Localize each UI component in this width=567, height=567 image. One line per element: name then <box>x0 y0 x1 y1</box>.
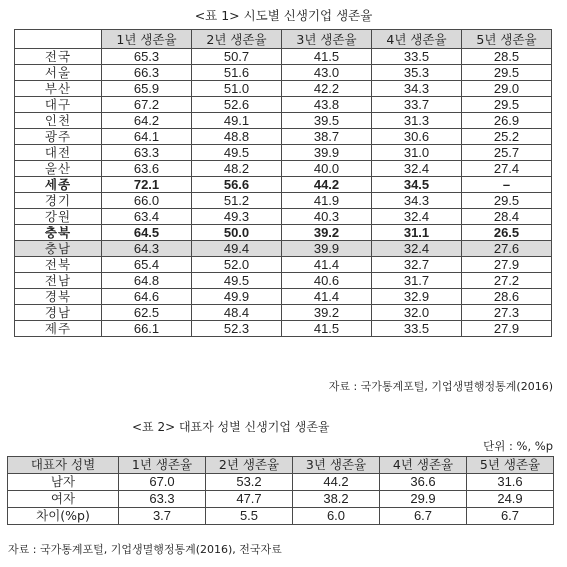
header-cell: 1년 생존율 <box>102 30 192 49</box>
value-cell: 72.1 <box>102 177 192 193</box>
value-cell: – <box>462 177 552 193</box>
value-cell: 52.0 <box>192 257 282 273</box>
region-cell: 울산 <box>15 161 102 177</box>
table1-title: <표 1> 시도별 신생기업 생존율 <box>194 8 373 23</box>
value-cell: 32.9 <box>372 289 462 305</box>
value-cell: 43.8 <box>282 97 372 113</box>
value-cell: 43.0 <box>282 65 372 81</box>
value-cell: 41.5 <box>282 321 372 337</box>
value-cell: 6.0 <box>293 508 380 525</box>
value-cell: 38.2 <box>293 491 380 508</box>
gender-survival-table <box>7 456 554 525</box>
table-row <box>15 193 552 209</box>
header-cell <box>15 30 102 49</box>
region-cell: 전국 <box>15 49 102 65</box>
header-cell: 3년 생존율 <box>293 457 380 474</box>
value-cell: 44.2 <box>282 177 372 193</box>
value-cell: 40.3 <box>282 209 372 225</box>
table-row <box>15 81 552 97</box>
value-cell: 29.9 <box>380 491 467 508</box>
value-cell: 41.9 <box>282 193 372 209</box>
region-cell: 전북 <box>15 257 102 273</box>
region-cell: 경북 <box>15 289 102 305</box>
regional-survival-table <box>14 29 552 337</box>
value-cell: 27.6 <box>462 241 552 257</box>
table2-title: <표 2> 대표자 성별 신생기업 생존율 <box>132 420 330 434</box>
gender-cell: 여자 <box>8 491 119 508</box>
value-cell: 64.8 <box>102 273 192 289</box>
table-row <box>8 474 554 491</box>
table-row <box>15 289 552 305</box>
value-cell: 39.9 <box>282 145 372 161</box>
value-cell: 27.9 <box>462 321 552 337</box>
table-row <box>15 257 552 273</box>
value-cell: 48.2 <box>192 161 282 177</box>
value-cell: 6.7 <box>380 508 467 525</box>
value-cell: 33.5 <box>372 49 462 65</box>
table-row <box>15 161 552 177</box>
value-cell: 66.1 <box>102 321 192 337</box>
value-cell: 27.9 <box>462 257 552 273</box>
header-cell: 2년 생존율 <box>192 30 282 49</box>
value-cell: 44.2 <box>293 474 380 491</box>
value-cell: 49.5 <box>192 273 282 289</box>
value-cell: 34.3 <box>372 193 462 209</box>
value-cell: 51.2 <box>192 193 282 209</box>
value-cell: 34.5 <box>372 177 462 193</box>
table1-source: 자료 : 국가통계포털, 기업생멸행정통계(2016) <box>328 380 553 393</box>
table-row <box>15 209 552 225</box>
value-cell: 26.5 <box>462 225 552 241</box>
value-cell: 39.2 <box>282 305 372 321</box>
table-row <box>15 241 552 257</box>
value-cell: 40.6 <box>282 273 372 289</box>
value-cell: 28.4 <box>462 209 552 225</box>
value-cell: 49.9 <box>192 289 282 305</box>
value-cell: 47.7 <box>206 491 293 508</box>
value-cell: 41.4 <box>282 257 372 273</box>
header-cell: 4년 생존율 <box>372 30 462 49</box>
region-cell: 충북 <box>15 225 102 241</box>
value-cell: 49.5 <box>192 145 282 161</box>
table2-source: 자료 : 국가통계포털, 기업생멸행정통계(2016), 전국자료 <box>8 543 282 556</box>
value-cell: 33.7 <box>372 97 462 113</box>
value-cell: 41.4 <box>282 289 372 305</box>
value-cell: 65.9 <box>102 81 192 97</box>
value-cell: 29.5 <box>462 65 552 81</box>
value-cell: 56.6 <box>192 177 282 193</box>
value-cell: 67.0 <box>119 474 206 491</box>
value-cell: 32.4 <box>372 161 462 177</box>
value-cell: 32.4 <box>372 209 462 225</box>
value-cell: 51.0 <box>192 81 282 97</box>
table-row <box>15 225 552 241</box>
value-cell: 52.6 <box>192 97 282 113</box>
table-row <box>15 129 552 145</box>
value-cell: 50.7 <box>192 49 282 65</box>
value-cell: 3.7 <box>119 508 206 525</box>
value-cell: 49.1 <box>192 113 282 129</box>
value-cell: 29.5 <box>462 97 552 113</box>
value-cell: 64.1 <box>102 129 192 145</box>
region-cell: 대전 <box>15 145 102 161</box>
value-cell: 29.5 <box>462 193 552 209</box>
region-cell: 인천 <box>15 113 102 129</box>
table-row <box>15 113 552 129</box>
value-cell: 64.5 <box>102 225 192 241</box>
value-cell: 63.6 <box>102 161 192 177</box>
value-cell: 32.0 <box>372 305 462 321</box>
value-cell: 38.7 <box>282 129 372 145</box>
value-cell: 51.6 <box>192 65 282 81</box>
value-cell: 62.5 <box>102 305 192 321</box>
value-cell: 31.7 <box>372 273 462 289</box>
value-cell: 24.9 <box>467 491 554 508</box>
header-cell: 2년 생존율 <box>206 457 293 474</box>
value-cell: 33.5 <box>372 321 462 337</box>
region-cell: 세종 <box>15 177 102 193</box>
value-cell: 29.0 <box>462 81 552 97</box>
value-cell: 66.3 <box>102 65 192 81</box>
value-cell: 27.4 <box>462 161 552 177</box>
value-cell: 64.2 <box>102 113 192 129</box>
value-cell: 39.5 <box>282 113 372 129</box>
value-cell: 31.6 <box>467 474 554 491</box>
region-cell: 경남 <box>15 305 102 321</box>
header-cell: 5년 생존율 <box>467 457 554 474</box>
gender-cell: 차이(%p) <box>8 508 119 525</box>
value-cell: 30.6 <box>372 129 462 145</box>
value-cell: 34.3 <box>372 81 462 97</box>
value-cell: 49.3 <box>192 209 282 225</box>
value-cell: 36.6 <box>380 474 467 491</box>
value-cell: 48.8 <box>192 129 282 145</box>
region-cell: 서울 <box>15 65 102 81</box>
value-cell: 31.1 <box>372 225 462 241</box>
value-cell: 6.7 <box>467 508 554 525</box>
region-cell: 대구 <box>15 97 102 113</box>
value-cell: 28.5 <box>462 49 552 65</box>
value-cell: 64.6 <box>102 289 192 305</box>
region-cell: 제주 <box>15 321 102 337</box>
value-cell: 39.9 <box>282 241 372 257</box>
table2-unit: 단위 : %, %p <box>483 439 553 453</box>
table-row <box>15 321 552 337</box>
table-header-row <box>8 457 554 474</box>
value-cell: 63.4 <box>102 209 192 225</box>
value-cell: 31.3 <box>372 113 462 129</box>
region-cell: 전남 <box>15 273 102 289</box>
value-cell: 53.2 <box>206 474 293 491</box>
header-cell: 3년 생존율 <box>282 30 372 49</box>
value-cell: 32.7 <box>372 257 462 273</box>
value-cell: 39.2 <box>282 225 372 241</box>
header-cell: 5년 생존율 <box>462 30 552 49</box>
value-cell: 27.2 <box>462 273 552 289</box>
region-cell: 경기 <box>15 193 102 209</box>
header-cell: 4년 생존율 <box>380 457 467 474</box>
table-row <box>8 491 554 508</box>
value-cell: 65.4 <box>102 257 192 273</box>
table-row <box>15 65 552 81</box>
value-cell: 40.0 <box>282 161 372 177</box>
table-row <box>15 273 552 289</box>
value-cell: 28.6 <box>462 289 552 305</box>
table-row <box>15 177 552 193</box>
region-cell: 강원 <box>15 209 102 225</box>
value-cell: 50.0 <box>192 225 282 241</box>
value-cell: 26.9 <box>462 113 552 129</box>
value-cell: 63.3 <box>119 491 206 508</box>
value-cell: 52.3 <box>192 321 282 337</box>
table-header-row <box>15 30 552 49</box>
value-cell: 32.4 <box>372 241 462 257</box>
gender-cell: 남자 <box>8 474 119 491</box>
value-cell: 41.5 <box>282 49 372 65</box>
header-cell: 대표자 성별 <box>8 457 119 474</box>
table-row <box>8 508 554 525</box>
value-cell: 66.0 <box>102 193 192 209</box>
value-cell: 63.3 <box>102 145 192 161</box>
value-cell: 42.2 <box>282 81 372 97</box>
table-row <box>15 145 552 161</box>
table-row <box>15 305 552 321</box>
value-cell: 48.4 <box>192 305 282 321</box>
value-cell: 27.3 <box>462 305 552 321</box>
value-cell: 25.2 <box>462 129 552 145</box>
table-row <box>15 49 552 65</box>
value-cell: 49.4 <box>192 241 282 257</box>
value-cell: 31.0 <box>372 145 462 161</box>
region-cell: 충남 <box>15 241 102 257</box>
value-cell: 25.7 <box>462 145 552 161</box>
region-cell: 부산 <box>15 81 102 97</box>
value-cell: 64.3 <box>102 241 192 257</box>
value-cell: 5.5 <box>206 508 293 525</box>
table-row <box>15 97 552 113</box>
region-cell: 광주 <box>15 129 102 145</box>
value-cell: 65.3 <box>102 49 192 65</box>
value-cell: 35.3 <box>372 65 462 81</box>
value-cell: 67.2 <box>102 97 192 113</box>
header-cell: 1년 생존율 <box>119 457 206 474</box>
